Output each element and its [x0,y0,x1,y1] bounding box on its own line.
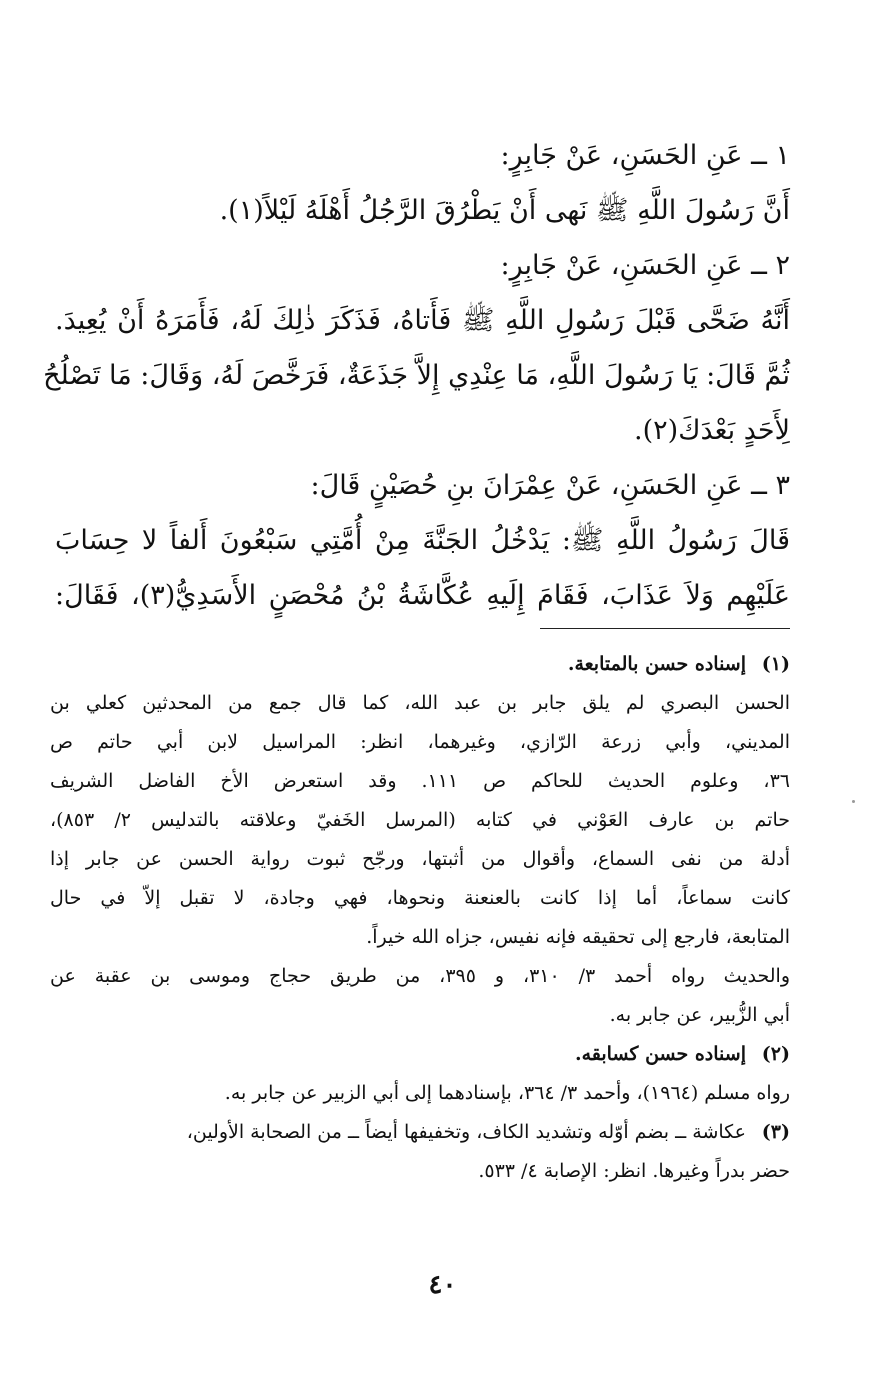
footnote-divider [540,628,790,629]
hadith-3-header: ٣ ــ عَنِ الحَسَنِ، عَنْ عِمْرَانَ بنِ حُصَيْنٍ قَالَ: [310,470,790,501]
footnote-3-head [50,1113,790,1152]
footnote-1-p1-line-7: المتابعة، فارجع إلى تحقيقه فإنه نفيس، جزاه الله خيراً. [366,926,790,948]
hadith-3-line-1: قَالَ رَسُولُ اللَّهِ ﷺ: يَدْخُلُ الجَنَّةَ مِنْ أُمَّتِي سَبْعُونَ أَلفاً لا حِسَابَ [55,525,790,556]
footnote-2-head [50,1035,790,1074]
footnote-1-title: إسناده حسن بالمتابعة. [567,653,746,675]
footnote-2-number: (٢) [761,1043,790,1065]
hadith-2-line-2: ثُمَّ قَالَ: يَا رَسُولَ اللَّهِ، مَا عِنْدِي إِلاَّ جَذَعَةٌ، فَرَخَّصَ لَهُ، وَقَالَ: مَا تَصْلُحُ [43,360,790,391]
footnote-2-title: إسناده حسن كسابقه. [574,1043,746,1065]
footnote-3-p1-line-1: حضر بدراً وغيرها. انظر: الإصابة ٤/ ٥٣٣. [478,1160,790,1182]
footnote-1-p1-line-6: كانت سماعاً، أما إذا كانت بالعنعنة ونحوها، فهي وجادة، لا تقبل إلاّ في حال [50,887,790,909]
hadith-1-line-1: أَنَّ رَسُولَ اللَّهِ ﷺ نَهى أَنْ يَطْرُقَ الرَّجُلُ أَهْلَهُ لَيْلاً(١). [219,195,790,226]
hadith-2-header: ٢ ــ عَنِ الحَسَنِ، عَنْ جَابِرٍ: [500,250,790,281]
hadith-text [43,128,790,623]
footnote-3-number: (٣) [761,1121,790,1143]
hadith-3-line-2: عَلَيْهِم وَلاَ عَذَابَ، فَقَامَ إِلَيهِ عُكَّاشَةُ بْنُ مُحْصَنٍ الأَسَدِيُّ(٣)، فَقَالَ: [55,580,790,611]
footnote-1-head [50,645,790,684]
footnote-2-p1-line-1: رواه مسلم (١٩٦٤)، وأحمد ٣/ ٣٦٤، بإسنادهما إلى أبي الزبير عن جابر به. [224,1082,790,1104]
footnote-1-p2-line-2: أبي الزُّبير، عن جابر به. [609,1004,790,1026]
footnote-1-p1-line-2: المديني، وأبي زرعة الرّازي، وغيرهما، انظر: المراسيل لابن أبي حاتم ص [50,731,790,753]
footnote-1-number: (١) [761,653,790,675]
hadith-1-header: ١ ــ عَنِ الحَسَنِ، عَنْ جَابِرٍ: [500,140,790,171]
footnote-1-p1-line-3: ٣٦، وعلوم الحديث للحاكم ص ١١١. وقد استعرض الأخ الفاضل الشريف [50,770,790,792]
hadith-2-line-1: أَنَّهُ ضَحَّى قَبْلَ رَسُولِ اللَّهِ ﷺ فَأَتاهُ، فَذَكَرَ ذٰلِكَ لَهُ، فَأَمَرَهُ أَنْ يُعِيدَ. [55,305,790,336]
page-number: ٤٠ [428,1270,457,1300]
footnote-1-p1-line-4: حاتم بن عارف العَوْني في كتابه (المرسل الخَفيّ وعلاقته بالتدليس ٢/ ٨٥٣)، [50,809,790,831]
footnote-1-p1-line-5: أدلة من نفى السماع، وأقوال من أثبتها، ورجّح ثبوت رواية الحسن عن جابر إذا [50,848,790,870]
scan-speck [852,800,855,803]
footnote-1-p1-line-1: الحسن البصري لم يلق جابر بن عبد الله، كما قال جمع من المحدثين كعلي بن [50,692,790,714]
footnotes [50,645,790,1191]
footnote-1-p2-line-1: والحديث رواه أحمد ٣/ ٣١٠، و ٣٩٥، من طريق حجاج وموسى بن عقبة عن [50,965,790,987]
footnote-3-text: عكاشة ــ بضم أوّله وتشديد الكاف، وتخفيفها أيضاً ــ من الصحابة الأولين، [186,1121,746,1143]
hadith-2-line-3: لِأَحَدٍ بَعْدَكَ(٢). [634,415,790,446]
